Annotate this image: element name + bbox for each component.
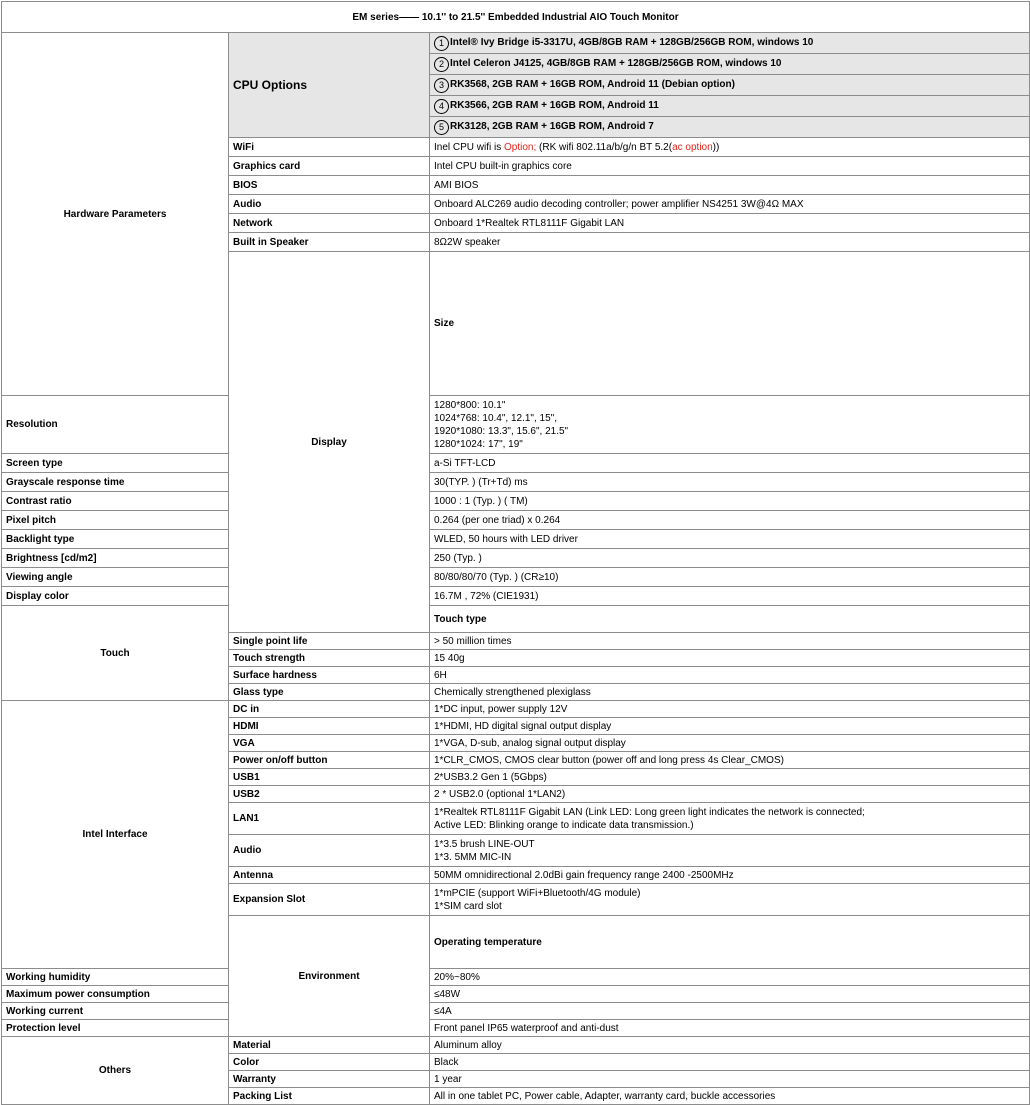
spec-label: Built in Speaker: [229, 233, 430, 252]
spec-label: USB1: [229, 769, 430, 786]
spec-label: Screen type: [2, 454, 229, 473]
spec-value-lan1: 1*Realtek RTL8111F Gigabit LAN (Link LED: Long green light indicates the network is connected; Active LED: Blinking orange to indicate data transmission.): [430, 803, 1030, 835]
spec-label: VGA: [229, 735, 430, 752]
spec-value: 1*DC input, power supply 12V: [430, 701, 1030, 718]
spec-value: Onboard 1*Realtek RTL8111F Gigabit LAN: [430, 214, 1030, 233]
spec-label: Expansion Slot: [229, 884, 430, 916]
spec-label: Antenna: [229, 867, 430, 884]
spec-label: USB2: [229, 786, 430, 803]
group-display: Display: [229, 252, 430, 633]
spec-label: Viewing angle: [2, 568, 229, 587]
spec-value: ≤4A: [430, 1003, 1030, 1020]
spec-label: Audio: [229, 835, 430, 867]
spec-value: 30(TYP. ) (Tr+Td) ms: [430, 473, 1030, 492]
spec-label: HDMI: [229, 718, 430, 735]
circled-number: 5: [434, 120, 449, 135]
spec-value: Aluminum alloy: [430, 1037, 1030, 1054]
spec-label: Warranty: [229, 1071, 430, 1088]
spec-label: Glass type: [229, 684, 430, 701]
spec-value: 16.7M , 72% (CIE1931): [430, 587, 1030, 606]
group-environment: Environment: [229, 916, 430, 1037]
spec-value: 20%~80%: [430, 969, 1030, 986]
spec-label: Working humidity: [2, 969, 229, 986]
spec-value-expansion: 1*mPCIE (support WiFi+Bluetooth/4G module) 1*SIM card slot: [430, 884, 1030, 916]
spec-value: 80/80/80/70 (Typ. ) (CR≥10): [430, 568, 1030, 587]
spec-value: 8Ω2W speaker: [430, 233, 1030, 252]
spec-value: 15 40g: [430, 650, 1030, 667]
spec-label: Resolution: [2, 396, 229, 454]
spec-label: Backlight type: [2, 530, 229, 549]
spec-label: LAN1: [229, 803, 430, 835]
cpu-option: 5 RK3128, 2GB RAM + 16GB ROM, Android 7: [430, 117, 1030, 138]
spec-value: 1000 : 1 (Typ. ) ( TM): [430, 492, 1030, 511]
spec-label: Touch type: [430, 606, 1030, 633]
spec-label: Maximum power consumption: [2, 986, 229, 1003]
spec-value: AMI BIOS: [430, 176, 1030, 195]
spec-label: WiFi: [229, 138, 430, 157]
spec-value: 6H: [430, 667, 1030, 684]
spec-value: a-Si TFT-LCD: [430, 454, 1030, 473]
spec-table: [1, 1, 1030, 1105]
spec-value: 1*VGA, D-sub, analog signal output display: [430, 735, 1030, 752]
spec-label: Color: [229, 1054, 430, 1071]
spec-value: Intel CPU built-in graphics core: [430, 157, 1030, 176]
spec-value: 50MM omnidirectional 2.0dBi gain frequency range 2400 -2500MHz: [430, 867, 1030, 884]
spec-label: Display color: [2, 587, 229, 606]
cpu-option: 3 RK3568, 2GB RAM + 16GB ROM, Android 11 (Debian option): [430, 75, 1030, 96]
cpu-option: 1 Intel® Ivy Bridge i5-3317U, 4GB/8GB RAM + 128GB/256GB ROM, windows 10: [430, 33, 1030, 54]
spec-value: 0.264 (per one triad) x 0.264: [430, 511, 1030, 530]
cpu-option: 4 RK3566, 2GB RAM + 16GB ROM, Android 11: [430, 96, 1030, 117]
spec-value: Chemically strengthened plexiglass: [430, 684, 1030, 701]
spec-value: Front panel IP65 waterproof and anti-dust: [430, 1020, 1030, 1037]
circled-number: 2: [434, 57, 449, 72]
cpu-options-label: CPU Options: [229, 33, 430, 138]
spec-value: 2*USB3.2 Gen 1 (5Gbps): [430, 769, 1030, 786]
spec-label: Surface hardness: [229, 667, 430, 684]
spec-label: DC in: [229, 701, 430, 718]
spec-label: Packing List: [229, 1088, 430, 1105]
group-others: Others: [2, 1037, 229, 1105]
spec-label: Protection level: [2, 1020, 229, 1037]
group-touch: Touch: [2, 606, 229, 701]
spec-value: 250 (Typ. ): [430, 549, 1030, 568]
spec-label: Contrast ratio: [2, 492, 229, 511]
circled-number: 3: [434, 78, 449, 93]
spec-label: Single point life: [229, 633, 430, 650]
spec-label: Working current: [2, 1003, 229, 1020]
spec-label: Brightness [cd/m2]: [2, 549, 229, 568]
spec-value: Onboard ALC269 audio decoding controller; power amplifier NS4251 3W@4Ω MAX: [430, 195, 1030, 214]
spec-label: Audio: [229, 195, 430, 214]
spec-value-audio: 1*3.5 brush LINE-OUT 1*3. 5MM MIC-IN: [430, 835, 1030, 867]
spec-value: 1*HDMI, HD digital signal output display: [430, 718, 1030, 735]
group-hardware-parameters: Hardware Parameters: [2, 33, 229, 396]
spec-value-resolution: 1280*800: 10.1" 1024*768: 10.4", 12.1", 15", 1920*1080: 13.3", 15.6", 21.5" 1280*1024: 17", 19": [430, 396, 1030, 454]
spec-value: 2 * USB2.0 (optional 1*LAN2): [430, 786, 1030, 803]
spec-label: Size: [430, 252, 1030, 396]
spec-label: Grayscale response time: [2, 473, 229, 492]
spec-label: BIOS: [229, 176, 430, 195]
spec-label: Material: [229, 1037, 430, 1054]
group-intel-interface: Intel Interface: [2, 701, 229, 969]
spec-value: 1 year: [430, 1071, 1030, 1088]
spec-value: ≤48W: [430, 986, 1030, 1003]
spec-value: > 50 million times: [430, 633, 1030, 650]
spec-value: All in one tablet PC, Power cable, Adapter, warranty card, buckle accessories: [430, 1088, 1030, 1105]
circled-number: 1: [434, 36, 449, 51]
spec-label: Network: [229, 214, 430, 233]
circled-number: 4: [434, 99, 449, 114]
spec-value-wifi: Inel CPU wifi is Option; (RK wifi 802.11a/b/g/n BT 5.2(ac option)): [430, 138, 1030, 157]
cpu-option: 2 Intel Celeron J4125, 4GB/8GB RAM + 128GB/256GB ROM, windows 10: [430, 54, 1030, 75]
spec-label: Operating temperature: [430, 916, 1030, 969]
spec-value: Black: [430, 1054, 1030, 1071]
spec-label: Touch strength: [229, 650, 430, 667]
spec-label: Graphics card: [229, 157, 430, 176]
spec-value: WLED, 50 hours with LED driver: [430, 530, 1030, 549]
spec-label: Power on/off button: [229, 752, 430, 769]
spec-value: 1*CLR_CMOS, CMOS clear button (power off and long press 4s Clear_CMOS): [430, 752, 1030, 769]
page-title: EM series—— 10.1'' to 21.5'' Embedded Industrial AIO Touch Monitor: [2, 2, 1030, 33]
spec-label: Pixel pitch: [2, 511, 229, 530]
